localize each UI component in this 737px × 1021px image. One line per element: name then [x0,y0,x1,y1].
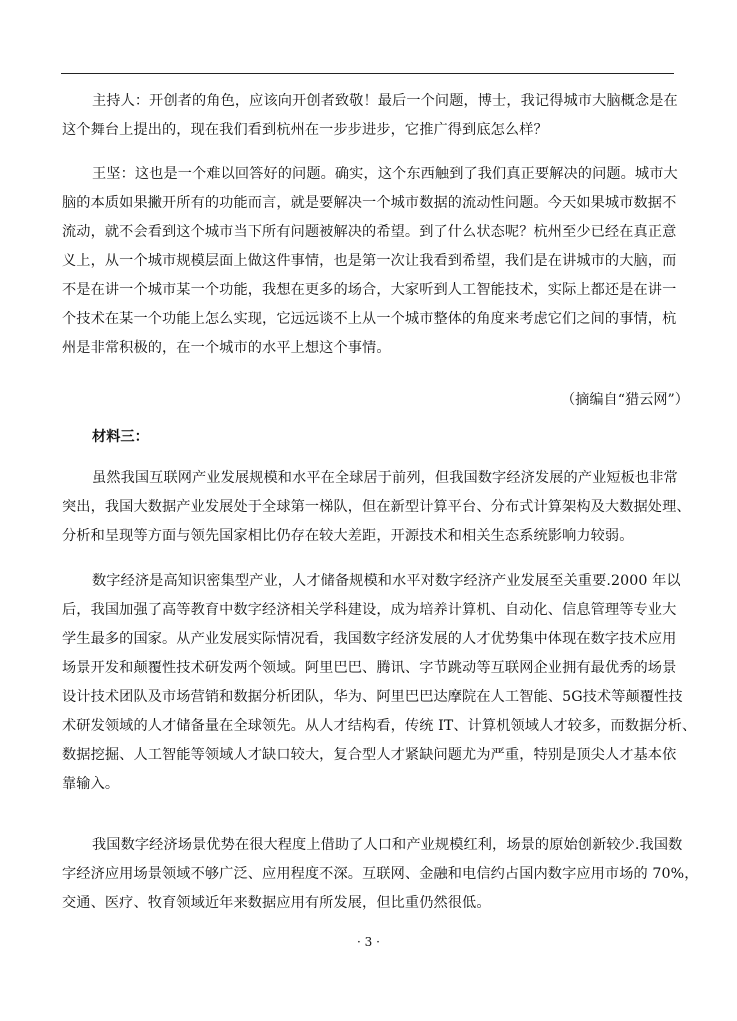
text-line: 设计技术团队及市场营销和数据分析团队，华为、阿里巴巴达摩院在人工智能、5G技术等颠覆性技 [62,689,683,705]
text-line: 交通、医疗、牧育领域近年来数据应用有所发展，但比重仍然很低。 [62,895,491,911]
paragraph-scenarios [62,831,699,918]
text-line: 不是在讲一个城市某一个功能，我想在更多的场合，大家听到人工智能技术，实际上都还是在讲一 [62,282,677,298]
text-line: 脑的本质如果撇开所有的功能而言，就是要解决一个城市数据的流动性问题。今天如果城市数据不 [62,195,677,211]
text-line: 术研发领域的人才储备量在全球领先。从人才结构看，传统 IT、计算机领域人才较多，而数据分析、 [62,718,697,734]
paragraph-industry-shortcomings [62,464,691,551]
page-number: · 3 · [357,935,380,949]
text-line: 主持人：开创者的角色，应该向开创者致敬！最后一个问题，博士，我记得城市大脑概念是在 [92,93,678,109]
text-line: 靠输入。 [62,776,120,792]
text-line: 个技术在某一个功能上怎么实现，它远远谈不上从一个城市整体的角度来考虑它们之间的事情，杭 [62,311,677,327]
text-line: 字经济应用场景领域不够广泛、应用程度不深。互联网、金融和电信约占国内数字应用市场的 70%， [62,866,699,882]
text-line: 王坚：这也是一个难以回答好的问题。确实，这个东西触到了我们真正要解决的问题。城市大 [92,166,678,182]
text-line: 义上，从一个城市规模层面上做这件事情，也是第一次让我看到希望，我们是在讲城市的大脑，而 [62,253,677,269]
header-rule [61,73,674,74]
text-line: 分析和呈现等方面与领先国家相比仍存在较大差距，开源技术和相关生态系统影响力较弱。 [62,528,634,544]
paragraph-host-question [62,87,678,145]
source-citation: （摘编自“猎云网”） [560,392,689,408]
text-line: 场景开发和颠覆性技术研发两个领域。阿里巴巴、腾讯、字节跳动等互联网企业拥有最优秀的场景 [62,660,677,676]
text-line: 数据挖掘、人工智能等领域人才缺口较大，复合型人才紧缺问题尤为严重，特别是顶尖人才基本依 [62,747,677,763]
text-line: 学生最多的国家。从产业发展实际情况看，我国数字经济发展的人才优势集中体现在数字技术应用 [62,631,677,647]
text-line: 后，我国加强了高等教育中数字经济相关学科建设，成为培养计算机、自动化、信息管理等专业大 [62,602,677,618]
paragraph-talent [62,567,697,799]
text-line: 突出，我国大数据产业发展处于全球第一梯队，但在新型计算平台、分布式计算架构及大数据处理、 [62,499,691,515]
text-line: 数字经济是高知识密集型产业，人才储备规模和水平对数字经济产业发展至关重要.2000 年以 [92,573,681,589]
text-line: 流动，就不会看到这个城市当下所有问题被解决的希望。到了什么状态呢？杭州至少已经在真正意 [62,224,677,240]
text-line: 我国数字经济场景优势在很大程度上借助了人口和产业规模红利，场景的原始创新较少.我国数 [92,837,683,853]
text-line: 这个舞台上提出的，现在我们看到杭州在一步步进步，它推广得到底怎么样？ [62,122,548,138]
text-line: 虽然我国互联网产业发展规模和水平在全球居于前列，但我国数字经济发展的产业短板也非常 [92,470,678,486]
paragraph-wang-jian-answer [62,160,678,363]
text-line: 州是非常积极的，在一个城市的水平上想这个事情。 [62,340,391,356]
section-heading: 材料三： [92,429,149,445]
